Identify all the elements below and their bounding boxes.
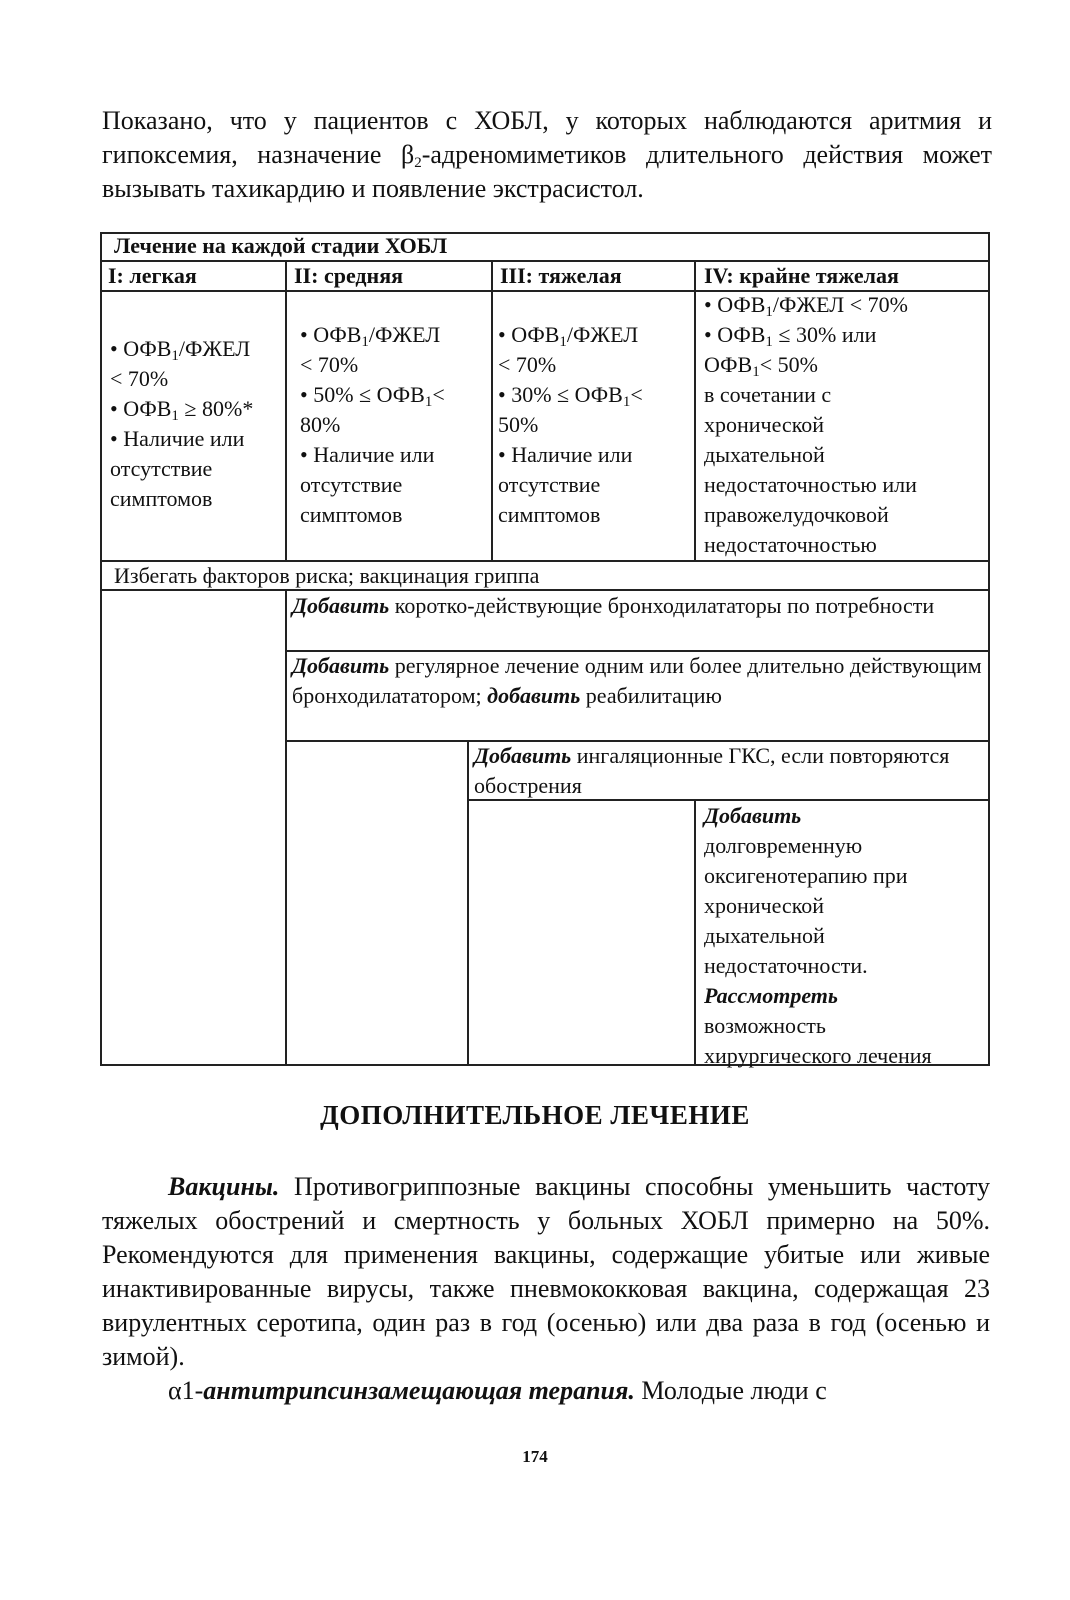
criteria-stage-3 [498, 320, 643, 530]
criteria-line: 50% [498, 412, 539, 437]
table-rule [694, 799, 696, 1064]
criteria-line: симптомов [110, 486, 213, 511]
table-rule [694, 260, 696, 560]
criteria-line: недостаточностью или [704, 472, 917, 497]
criteria-line: • $ОФВ_1$/ФЖЕЛ < 70% [704, 292, 908, 320]
criteria-line: дыхательной [704, 442, 825, 467]
criteria-line: • Наличие или [110, 426, 245, 451]
intro-text: Показано, что у пациентов с ХОБЛ, у которых наблюдаются аритмия и гипоксемия, назначение $\beta_2$-адреномиметиков длительного действия может вызывать тахикардию и появление экстрасистол. [102, 106, 992, 203]
criteria-line: < 70% [498, 352, 557, 377]
row-text: реабилитацию [580, 683, 722, 708]
paragraph-lead: антитрипсинзамещающая терапия. [203, 1376, 635, 1405]
vaccines-paragraph [102, 1170, 990, 1374]
criteria-line: отсутствие [300, 472, 403, 497]
criteria-stage-2 [300, 320, 445, 530]
paragraph-text: Противогриппозные вакцины способны уменьшить частоту тяжелых обострений и смертность у больных ХОБЛ примерно на 50%. Рекомендуются для применения вакцины, содержащие убитые или живые инактивированные вирусы, также пневмококковая вакцина, содержащая 23 вирулентных серотипа, один раз в год (осенью) или два раза в год (осенью и зимой). [102, 1172, 990, 1371]
row-text: оксигенотерапию при [704, 863, 908, 888]
row-text: хирургического лечения [704, 1043, 932, 1068]
criteria-line: • $ОФВ_1$/ФЖЕЛ [110, 336, 251, 364]
table-rule [285, 260, 287, 560]
stage-header-4: IV: крайне тяжелая [704, 263, 899, 288]
row-text: бронходилататором; [292, 683, 488, 708]
criteria-line: • $ОФВ_1 \ge 80\%*$ [110, 396, 254, 424]
row-text: недостаточности. [704, 953, 868, 978]
stage-header-2: II: средняя [294, 263, 404, 288]
row-verb: Добавить [292, 593, 390, 618]
row-verb: добавить [487, 683, 581, 708]
row-text: ингаляционные ГКС, если повторяются обострения [474, 743, 950, 798]
table-rule [467, 740, 469, 1064]
criteria-line: • $30\% \le ОФВ_1<$ [498, 382, 643, 410]
criteria-line: • Наличие или [300, 442, 435, 467]
row-regular-treatment [292, 651, 982, 711]
row-inhaled-gcs [474, 741, 974, 801]
stage-header-1: I: легкая [108, 263, 197, 288]
row-verb: Добавить [292, 653, 390, 678]
table-title: Лечение на каждой стадии ХОБЛ [114, 233, 448, 258]
row-short-acting [292, 591, 982, 621]
criteria-line: • $ОФВ_1$/ФЖЕЛ [498, 322, 639, 350]
row-text: долговременную [704, 833, 863, 858]
criteria-line: отсутствие [110, 456, 213, 481]
criteria-line: < 70% [300, 352, 359, 377]
row-verb: Добавить [474, 743, 572, 768]
row-verb: Рассмотреть [704, 983, 838, 1008]
criteria-line: правожелудочковой [704, 502, 889, 527]
copd-treatment-table [100, 232, 990, 1066]
stage-header-3: III: тяжелая [500, 263, 622, 288]
criteria-line: < 70% [110, 366, 169, 391]
criteria-line: • $ОФВ_1$/ФЖЕЛ [300, 322, 441, 350]
criteria-line: недостаточностью [704, 532, 877, 557]
row-oxygen-therapy [704, 801, 932, 1071]
row-text: дыхательной [704, 923, 825, 948]
row-text: коротко-действующие бронходилататоры по потребности [389, 593, 935, 618]
intro-paragraph [102, 104, 992, 206]
criteria-line: • $ОФВ_1 \le 30\%$ или [704, 322, 877, 350]
row-verb: Добавить [704, 803, 802, 828]
antitrypsin-paragraph [102, 1374, 990, 1408]
criteria-line: • $50\% \le ОФВ_1<$ [300, 382, 445, 410]
row-text: хронической [704, 893, 825, 918]
section-heading: ДОПОЛНИТЕЛЬНОЕ ЛЕЧЕНИЕ [320, 1100, 750, 1130]
paragraph-text: Молодые люди с [634, 1376, 827, 1405]
criteria-stage-1 [110, 334, 253, 514]
paragraph-lead: Вакцины. [168, 1172, 280, 1201]
criteria-line: симптомов [498, 502, 601, 527]
criteria-line: 80% [300, 412, 341, 437]
criteria-line: симптомов [300, 502, 403, 527]
criteria-line: • Наличие или [498, 442, 633, 467]
row-text: возможность [704, 1013, 826, 1038]
row-text: регулярное лечение одним или более длительно действующим [389, 653, 982, 678]
criteria-line: хронической [704, 412, 825, 437]
criteria-line: $ОФВ_1< 50\%$ [704, 352, 818, 380]
criteria-line: отсутствие [498, 472, 601, 497]
row-all-stages: Избегать факторов риска; вакцинация гриппа [114, 563, 540, 588]
table-rule [285, 589, 287, 1064]
criteria-stage-4 [704, 290, 917, 560]
criteria-line: в сочетании с [704, 382, 832, 407]
paragraph-prefix: α1- [168, 1376, 204, 1405]
page-number: 174 [522, 1447, 548, 1466]
table-rule [491, 260, 493, 560]
body-paragraphs [102, 1170, 990, 1408]
